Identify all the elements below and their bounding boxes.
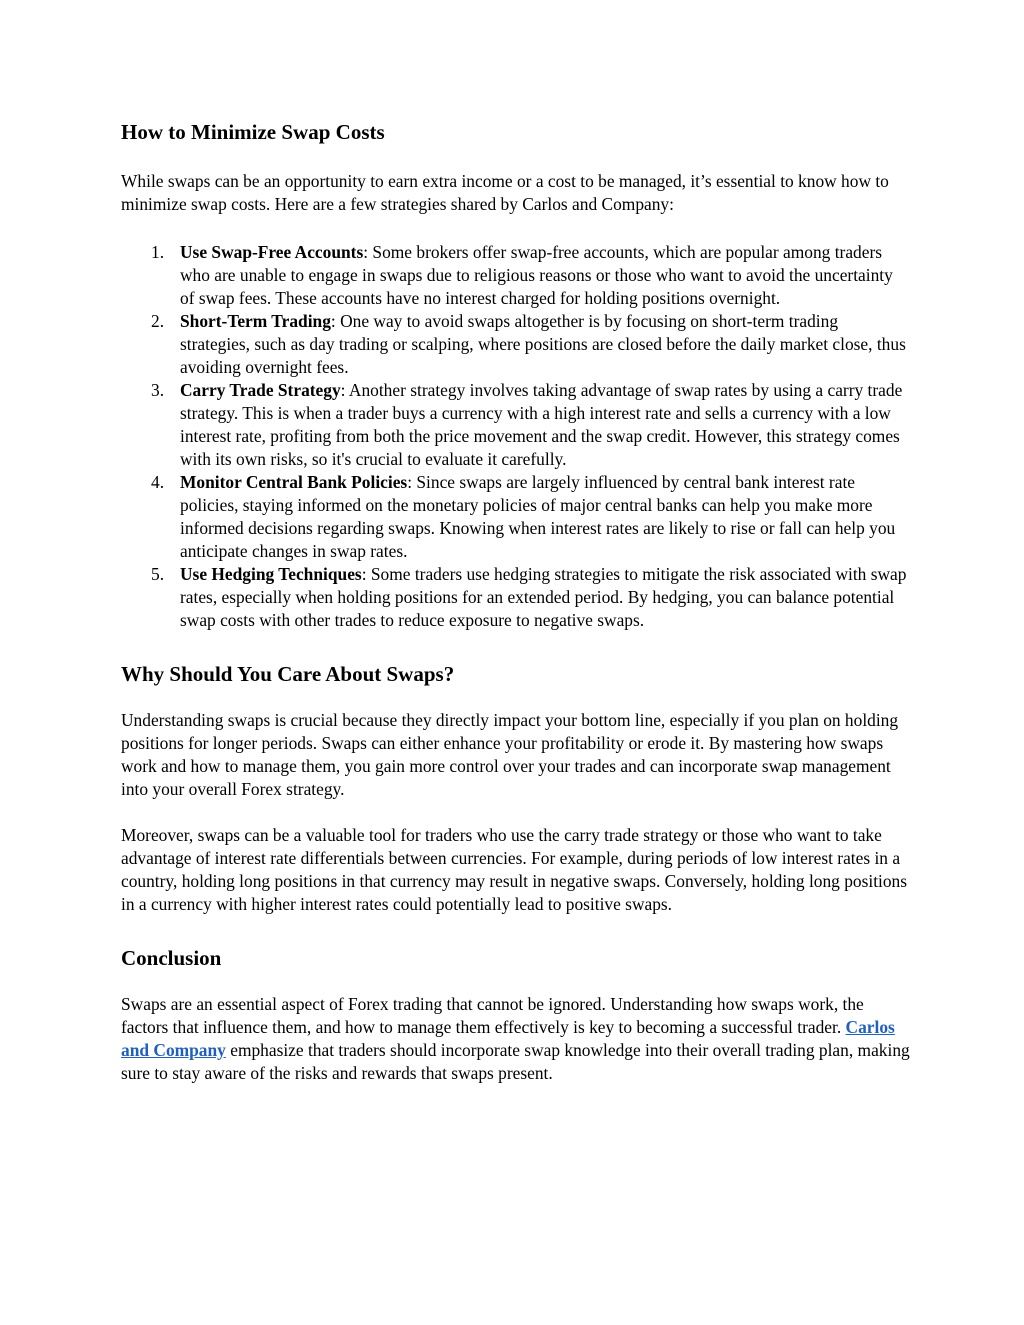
list-item-text: : One way to avoid swaps altogether is by focusing on short-term trading strategies, such as day trading or scalping, where positions are closed before the daily market close, thus avoiding overnight fees.: [180, 311, 906, 377]
list-item-text: : Some traders use hedging strategies to mitigate the risk associated with swap rates, especially when holding positions for an extended period. By hedging, you can balance potential swap costs with other trades to reduce exposure to negative swaps.: [180, 564, 907, 630]
list-item: [121, 241, 911, 310]
list-item-text: : Another strategy involves taking advantage of swap rates by using a carry trade strategy. This is when a trader buys a currency with a high interest rate and sells a currency with a low interest rate, profiting from both the price movement and the swap credit. However, this strategy comes with its own risks, so it's crucial to evaluate it carefully.: [180, 380, 903, 469]
list-item-number: 3.: [151, 380, 165, 400]
paragraph: Moreover, swaps can be a valuable tool for traders who use the carry trade strategy or those who want to take advantage of interest rate differentials between currencies. For example, during periods of low interest rates in a country, holding long positions in that currency may result in negative swaps. Conversely, holding long positions in a currency with higher interest rates could potentially lead to positive swaps.: [121, 825, 908, 914]
paragraph-text: emphasize that traders should incorporate swap knowledge into their overall trading plan, making sure to stay aware of the risks and rewards that swaps present.: [121, 1040, 910, 1083]
section-heading-why-care: Why Should You Care About Swaps?: [121, 662, 455, 686]
section-heading-conclusion: Conclusion: [121, 946, 222, 970]
list-item-term: Use Swap-Free Accounts: [180, 242, 364, 262]
list-item: [121, 471, 911, 563]
list-item-text: : Some brokers offer swap-free accounts, which are popular among traders who are unable to engage in swaps due to religious reasons or those who want to avoid the uncertainty of swap fees. These accounts have no interest charged for holding positions overnight.: [180, 242, 893, 308]
list-item: [121, 310, 911, 379]
document-page: [121, 118, 911, 1085]
conclusion-paragraph: [121, 993, 911, 1085]
list-item-term: Short-Term Trading: [180, 311, 331, 331]
section-intro-paragraph: While swaps can be an opportunity to earn extra income or a cost to be managed, it’s essential to know how to minimize swap costs. Here are a few strategies shared by Carlos and Company:: [121, 171, 889, 214]
list-item-term: Use Hedging Techniques: [180, 564, 362, 584]
paragraph-text: Swaps are an essential aspect of Forex trading that cannot be ignored. Understanding how swaps work, the factors that influence them, and how to manage them effectively is key to becoming a successful trader.: [121, 994, 864, 1037]
list-item-term: Monitor Central Bank Policies: [180, 472, 408, 492]
list-item-number: 1.: [151, 242, 165, 262]
strategies-list: [121, 241, 911, 632]
list-item: [121, 563, 911, 632]
list-item-number: 4.: [151, 472, 165, 492]
list-item: [121, 379, 911, 471]
carlos-and-company-link[interactable]: Carlos and Company: [121, 1017, 895, 1060]
list-item-text: : Since swaps are largely influenced by central bank interest rate policies, staying informed on the monetary policies of major central banks can help you make more informed decisions regarding swaps. Knowing when interest rates are likely to rise or fall can help you anticipate changes in swap rates.: [180, 472, 896, 561]
section-heading-minimize-swap-costs: How to Minimize Swap Costs: [121, 120, 385, 144]
paragraph: Understanding swaps is crucial because they directly impact your bottom line, especially if you plan on holding positions for longer periods. Swaps can either enhance your profitability or erode it. By mastering how swaps work and how to manage them, you gain more control over your trades and can incorporate swap management into your overall Forex strategy.: [121, 710, 899, 799]
list-item-term: Carry Trade Strategy: [180, 380, 341, 400]
list-item-number: 5.: [151, 564, 165, 584]
list-item-number: 2.: [151, 311, 165, 331]
